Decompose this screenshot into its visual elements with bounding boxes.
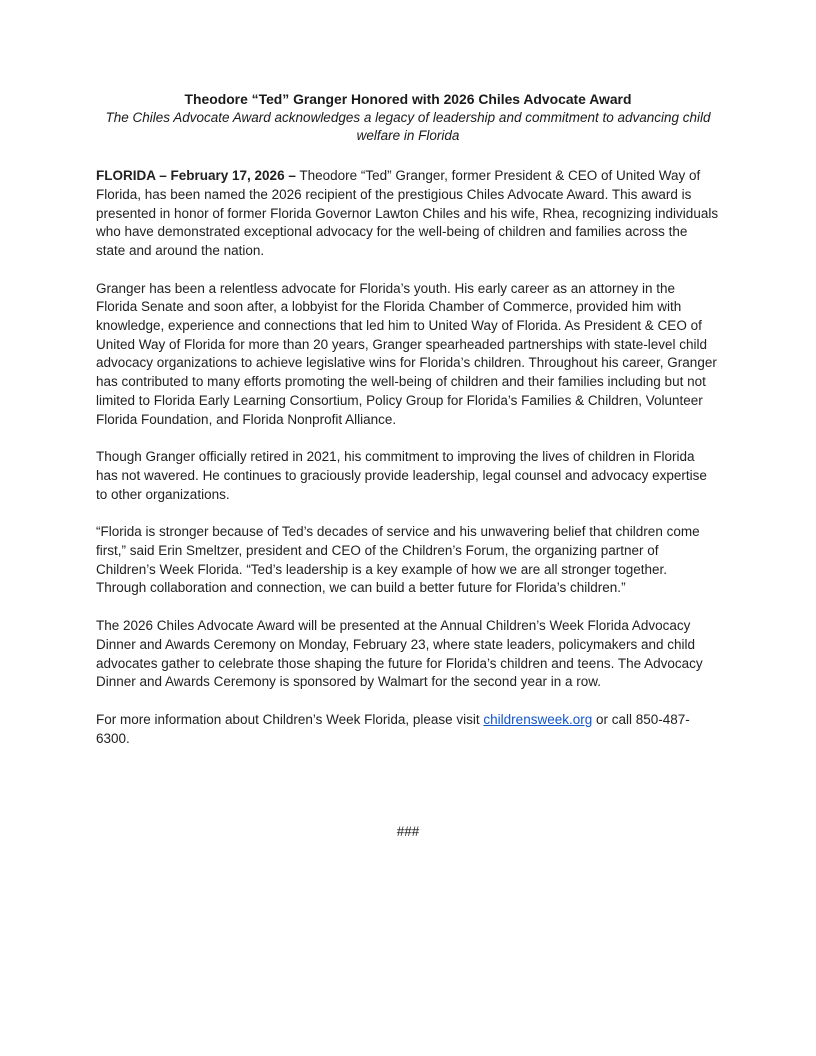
page-title: Theodore “Ted” Granger Honored with 2026 Chiles Advocate Award <box>184 91 632 107</box>
contact-text-after: or call 850-487-6300. <box>96 711 690 746</box>
paragraph-quote: “Florida is stronger because of Ted’s decades of service and his unwavering belief that children come first,” said Erin Smeltzer, president and CEO of the Children’s Forum, the organizing partner of Children’s Week Florida. “Ted’s leadership is a key example of how we are all stronger together. Through collaboration and connection, we can build a better future for Florida’s children.” <box>96 524 700 596</box>
childrensweek-link[interactable]: childrensweek.org <box>483 711 593 727</box>
paragraph-dateline-text: Theodore “Ted” Granger, former President & CEO of United Way of Florida, has been named the 2026 recipient of the prestigious Chiles Advocate Award. This award is presented in honor of former Florida Governor Lawton Chiles and his wife, Rhea, recognizing individuals who have demonstrated exceptional advocacy for the well-being of children and families across the state and around the nation. <box>96 168 719 258</box>
end-marker: ### <box>396 824 420 840</box>
page-subtitle: The Chiles Advocate Award acknowledges a legacy of leadership and commitment to advancing child welfare in Florida <box>105 109 711 144</box>
dateline-lead: FLORIDA – February 17, 2026 – <box>96 168 296 184</box>
paragraph-ceremony: The 2026 Chiles Advocate Award will be presented at the Annual Children’s Week Florida Advocacy Dinner and Awards Ceremony on Monday, February 23, where state leaders, policymakers and child advocates gather to celebrate those shaping the future for Florida’s children and teens. The Advocacy Dinner and Awards Ceremony is sponsored by Walmart for the second year in a row. <box>96 618 703 690</box>
paragraph-dateline <box>96 167 720 261</box>
paragraph-retirement: Though Granger officially retired in 2021, his commitment to improving the lives of children in Florida has not wavered. He continues to graciously provide leadership, legal counsel and advocacy expertise to other organizations. <box>96 449 707 502</box>
paragraph-contact <box>96 711 720 748</box>
paragraph-career: Granger has been a relentless advocate for Florida’s youth. His early career as an attorney in the Florida Senate and soon after, a lobbyist for the Florida Chamber of Commerce, provided him with knowledge, experience and connections that led him to United Way of Florida. As President & CEO of United Way of Florida for more than 20 years, Granger spearheaded partnerships with state-level child advocacy organizations to achieve legislative wins for Florida’s children. Throughout his career, Granger has contributed to many efforts promoting the well-being of children and their families including but not limited to Florida Early Learning Consortium, Policy Group for Florida’s Families & Children, Volunteer Florida Foundation, and Florida Nonprofit Alliance. <box>96 280 717 427</box>
contact-text-before: For more information about Children’s Week Florida, please visit <box>96 711 484 727</box>
